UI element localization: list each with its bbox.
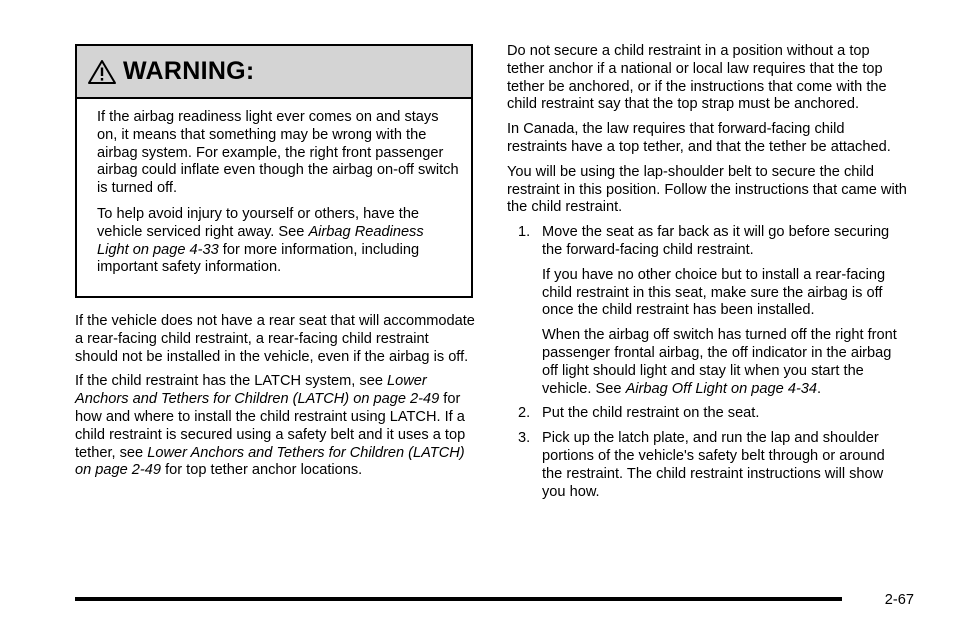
warning-body — [77, 99, 471, 277]
latch-paragraph-text-c: for top tether anchor locations. — [161, 462, 363, 479]
latch-reference-1: Lower Anchors and Tethers for Children (LATCH) on page 2-49 — [75, 373, 440, 408]
instruction-steps — [507, 224, 907, 501]
page-number: 2-67 — [884, 592, 914, 608]
step-text: Put the child restraint on the seat. — [542, 405, 760, 422]
rear-seat-paragraph: If the vehicle does not have a rear seat that will accommodate a rear-facing child restraint, a rear-facing child restraint should not be installed in the vehicle, even if the airbag is off. — [75, 313, 475, 365]
warning-paragraph-2 — [97, 206, 459, 277]
right-column — [507, 43, 907, 501]
warning-paragraph-2-text: To help avoid injury to yourself or others, have the vehicle serviced right away. See — [97, 205, 420, 240]
warning-title: WARNING: — [123, 56, 255, 85]
left-column — [75, 313, 475, 480]
step-number: 1. — [518, 224, 531, 241]
step-number: 3. — [518, 430, 531, 447]
canada-paragraph: In Canada, the law requires that forward-facing child restraints have a top tether, and that the tether be attached. — [507, 121, 891, 155]
latch-paragraph — [75, 373, 475, 480]
latch-reference-2: Lower Anchors and Tethers for Children (LATCH) on page 2-49 — [75, 444, 465, 479]
warning-box — [75, 44, 473, 298]
top-tether-paragraph: Do not secure a child restraint in a position without a top tether anchor if a national or local law requires that the top tether be anchored, or if the instructions that come with the child restraint say that the top strap must be anchored. — [507, 43, 887, 113]
step-text: Move the seat as far back as it will go before securing the forward-facing child restraint. — [542, 224, 890, 258]
footer-rule — [75, 597, 842, 601]
warning-paragraph-1: If the airbag readiness light ever comes on and stays on, it means that something may be wrong with the airbag system. For example, the right front passenger airbag could inflate even though the airbag on-off switch is turned off. — [97, 109, 459, 197]
step-3 — [507, 430, 907, 501]
step-1 — [507, 224, 907, 398]
step-2 — [507, 405, 907, 423]
step-text: Pick up the latch plate, and run the lap and shoulder portions of the vehicle's safety belt through or around the restraint. The child restraint instructions will show you how. — [542, 430, 885, 500]
airbag-off-light-reference: Airbag Off Light on page 4-34 — [625, 380, 818, 397]
step-number: 2. — [518, 405, 531, 422]
step-1-note-text-a: When the airbag off switch has turned off the right front passenger frontal airbag, the off indicator in the airbag off light should light and stay lit when you start the vehicle. See — [542, 327, 897, 397]
warning-triangle-icon — [87, 59, 117, 85]
step-1-note-airbag-off — [542, 327, 907, 398]
warning-header — [77, 46, 471, 99]
step-1-note-rear-facing: If you have no other choice but to install a rear-facing child restraint in this seat, make sure the airbag is off once the child restraint has been installed. — [542, 266, 886, 319]
step-1-note-text-b: . — [817, 380, 822, 397]
latch-paragraph-text-b: for how and where to install the child restraint using LATCH. If a child restraint is secured using a safety belt and it uses a top tether, see — [75, 391, 466, 461]
airbag-readiness-light-reference: Airbag Readiness Light on page 4-33 — [97, 223, 424, 258]
lap-shoulder-belt-paragraph: You will be using the lap-shoulder belt to secure the child restraint in this position. Follow the instructions that came with the child restraint. — [507, 163, 907, 216]
latch-paragraph-text-a: If the child restraint has the LATCH system, see — [75, 373, 387, 390]
warning-paragraph-2-end: for more information, including important safety information. — [97, 241, 420, 276]
